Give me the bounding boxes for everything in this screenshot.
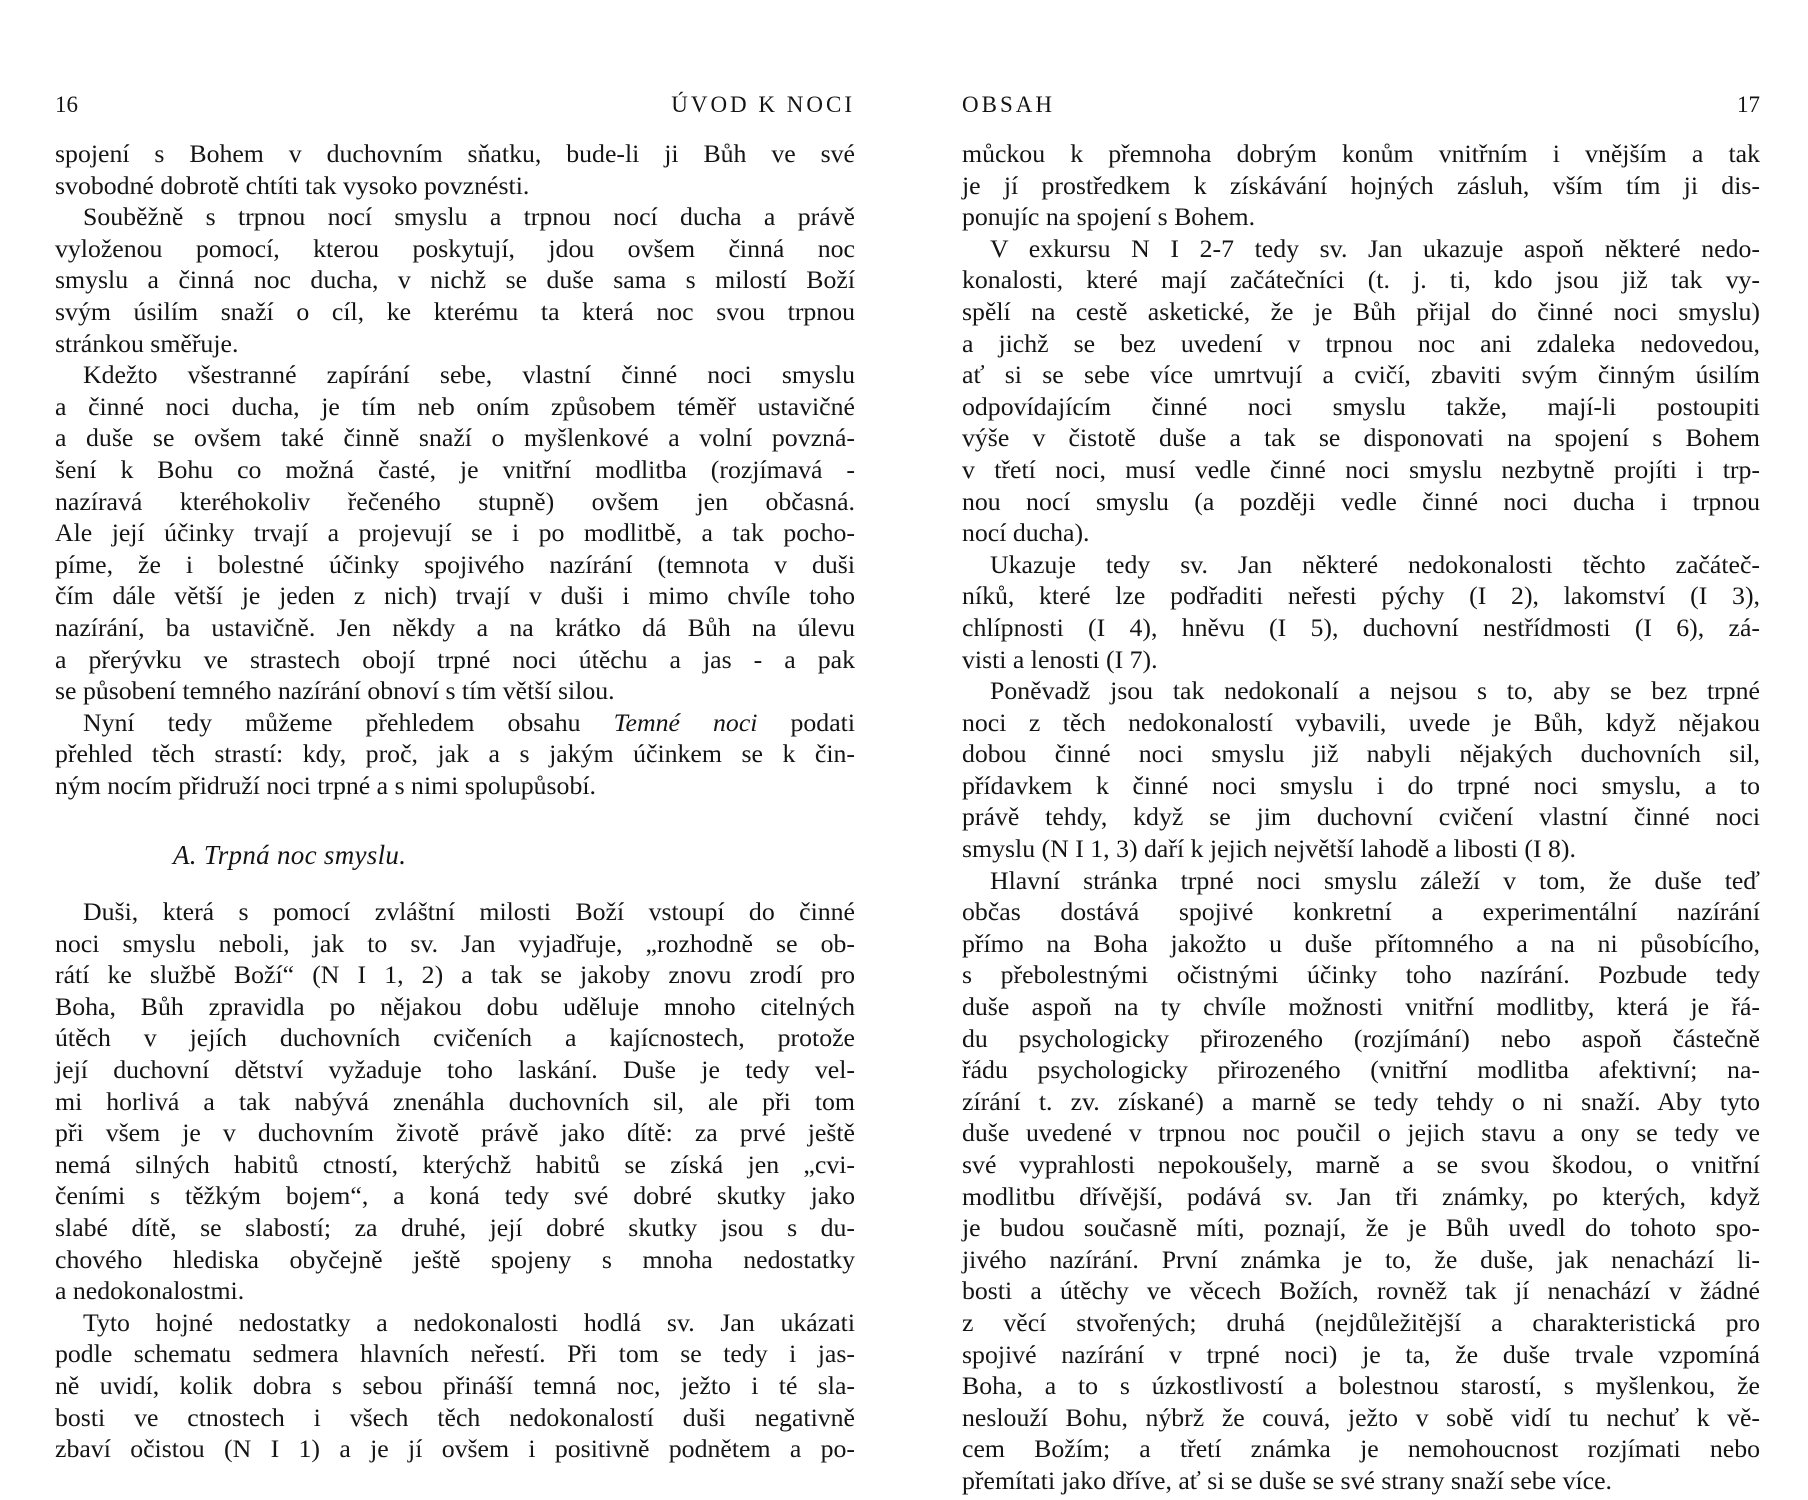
text-line: odpovídajícím činné noci smyslu takže, mají-li postoupiti — [962, 391, 1760, 421]
text-line: dobou činné noci smyslu již nabyli nějakých duchovních sil, — [962, 739, 1760, 769]
text-line: noci smyslu neboli, jak to sv. Jan vyjadřuje, „rozhodně se ob- — [55, 928, 855, 958]
text-line: chlípnosti (I 4), hněvu (I 5), duchovní nestřídmosti (I 6), zá- — [962, 612, 1760, 642]
text-line: duše uvedené v trpnou noc poučil o jejich stavu a ony se tedy ve — [962, 1118, 1760, 1148]
text-line: spojení s Bohem v duchovním sňatku, bude-li ji Bůh ve své — [55, 139, 855, 168]
text-line: stránkou směřuje. — [55, 328, 239, 358]
running-head — [55, 92, 855, 122]
text-line: V exkursu N I 2-7 tedy sv. Jan ukazuje aspoň některé nedo- — [990, 233, 1760, 263]
text-line: svým úsilím snaží o cíl, ke kterému ta která noc svou trpnou — [55, 296, 855, 326]
right-page — [962, 0, 1760, 1500]
text-line: při všem je v duchovním životě právě jako dítě: za prvé ještě — [55, 1118, 855, 1148]
text-line: níků, které lze podřaditi neřesti pýchy (I 2), lakomství (I 3), — [962, 581, 1760, 611]
text-line: cem Božím; a třetí známka je nemohoucnost rozjímati nebo — [962, 1434, 1760, 1464]
text-line: bosti ve ctnostech i všech těch nedokonalostí duši negativně — [55, 1402, 855, 1432]
text-line: du psychologicky přirozeného (rozjímání) nebo aspoň částečně — [962, 1023, 1760, 1053]
text-line: občas dostává spojivé konkretní a experimentální nazírání — [962, 897, 1760, 927]
text-line: Boha, a to s úzkostlivostí a bolestnou starostí, s myšlenkou, že — [962, 1371, 1760, 1401]
text-line: ať si se sebe více umrtvují a cvičí, zbaviti svým činným úsilím — [962, 360, 1760, 390]
page-number: 16 — [55, 92, 78, 117]
text-line: přemítati jako dříve, ať si se duše se své strany snaží sebe více. — [962, 1465, 1613, 1495]
text-line: a nedokonalostmi. — [55, 1276, 245, 1306]
text-line: v třetí noci, musí vedle činné noci smyslu nezbytně projíti i trp- — [962, 454, 1760, 484]
text-line: právě tehdy, když se jim duchovní cvičení vlastní činné noci — [962, 802, 1760, 832]
text-line: noci z těch nedokonalostí vybavili, uvede je Bůh, když nějakou — [962, 707, 1760, 737]
text-line: nocí ducha). — [962, 518, 1090, 548]
text-line: a činné noci ducha, je tím neb oním způsobem téměř ustavičné — [55, 391, 855, 421]
text-line: své vyprahlosti nepokoušely, marně a se svou škodou, o vnitřní — [962, 1150, 1760, 1179]
text-line: spělí na cestě asketické, že je Bůh přijal do činné noci smyslu) — [962, 296, 1760, 326]
text-line: Duši, která s pomocí zvláštní milosti Boží vstoupí do činné — [83, 897, 855, 926]
text-line: ným nocím přidruží noci trpné a s nimi spolupůsobí. — [55, 770, 596, 800]
text-line: se působení temného nazírání obnoví s tím větší silou. — [55, 676, 615, 706]
running-title: OBSAH — [962, 92, 1055, 117]
section-heading: A. Trpná noc smyslu. — [173, 840, 407, 870]
text-block-bottom — [55, 896, 855, 1465]
text-line: Souběžně s trpnou nocí smyslu a trpnou nocí ducha a právě — [83, 202, 855, 232]
text-line: je jí prostředkem k získávání hojných zásluh, vším tím ji dis- — [962, 170, 1760, 200]
text-line: přímo na Boha jakožto u duše přítomného a na ni působícího, — [962, 928, 1760, 958]
running-head — [962, 92, 1760, 122]
text-line: s přebolestnými očistnými účinky toho nazírání. Pozbude tedy — [962, 960, 1760, 990]
text-line: její duchovní dětství vyžaduje toho laskání. Duše je tedy vel- — [55, 1054, 855, 1084]
left-page — [55, 0, 855, 1500]
book-title: Temné noci — [613, 707, 758, 737]
text-line: podle schematu sedmera hlavních neřestí. Při tom se tedy i jas- — [55, 1339, 855, 1369]
text-line: útěch v jejích duchovních cvičeních a kajícnostech, protože — [55, 1023, 855, 1053]
text-line: ně uvidí, kolik dobra s sebou přináší temná noc, ježto i té sla- — [55, 1370, 855, 1400]
text-line: nou nocí smyslu (a později vedle činné noci ducha i trpnou — [962, 486, 1760, 516]
text-line: šení k Bohu co možná časté, je vnitřní modlitba (rozjímavá - — [55, 454, 855, 484]
text-run: podati — [757, 707, 855, 737]
text-line: píme, že i bolestné účinky spojivého nazírání (temnota v duši — [55, 549, 855, 579]
text-line: čím dále větší je jeden z nich) trvají v duši i mimo chvíle toho — [55, 581, 855, 611]
text-line: Hlavní stránka trpné noci smyslu záleží v tom, že duše teď — [990, 865, 1760, 895]
text-line: smyslu a činná noc ducha, v nichž se duše sama s milostí Boží — [55, 265, 855, 295]
text-line: svobodné dobrotě chtíti tak vysoko povznésti. — [55, 170, 530, 200]
text-line: je budou současně míti, poznají, že je Bůh uvedl do tohoto spo- — [962, 1213, 1760, 1243]
text-line: nemá silných habitů ctností, kterýchž habitů se získá jen „cvi- — [55, 1149, 855, 1179]
text-line: nazíravá kteréhokoliv řečeného stupně) ovšem jen občasná. — [55, 486, 855, 516]
text-line: slabé dítě, se slabostí; za druhé, její dobré skutky jsou s du- — [55, 1212, 855, 1242]
text-line: vyloženou pomocí, kterou poskytují, jdou ovšem činná noc — [55, 233, 855, 263]
text-line: a duše se ovšem také činně snaží o myšlenkové a volní povzná- — [55, 423, 855, 453]
text-line: z věcí stvořených; druhá (nejdůležitější a charakteristická pro — [962, 1307, 1760, 1337]
text-line: konalosti, které mají začátečníci (t. j. ti, kdo jsou již tak vy- — [962, 265, 1760, 295]
text-line: řádu psychologicky přirozeného (vnitřní modlitba afektivní; na- — [962, 1055, 1760, 1085]
text-line: spojivé nazírání v trpné noci) je ta, že duše trvale vzpomíná — [962, 1339, 1760, 1369]
text-line: jivého nazírání. První známka je to, že duše, jak nenachází li- — [962, 1244, 1760, 1274]
text-line: přehled těch strastí: kdy, proč, jak a s jakým účinkem se k čin- — [55, 739, 855, 769]
text-line: a jichž se bez uvedení v trpnou noc ani zdaleka nedovedou, — [962, 328, 1760, 358]
text-line: Tyto hojné nedostatky a nedokonalosti hodlá sv. Jan ukázati — [83, 1307, 855, 1337]
text-line: Poněvadž jsou tak nedokonalí a nejsou s to, aby se bez trpné — [990, 676, 1760, 706]
text-line: a přerývku ve strastech obojí trpné noci útěchu a jas - a pak — [55, 644, 855, 674]
text-line: modlitbu dřívější, podává sv. Jan tři známky, po kterých, když — [962, 1181, 1760, 1211]
text-line: čeními s těžkým bojem“, a koná tedy své dobré skutky jako — [55, 1181, 855, 1211]
text-line: rátí ke službě Boží“ (N I 1, 2) a tak se jakoby znovu zrodí pro — [55, 960, 855, 990]
text-line — [55, 707, 855, 739]
text-line: můckou k přemnoha dobrým konům vnitřním i vnějším a tak — [962, 139, 1760, 168]
text-line: Ukazuje tedy sv. Jan některé nedokonalosti těchto začáteč- — [990, 549, 1760, 579]
text-line: visti a lenosti (I 7). — [962, 644, 1158, 674]
text-line: Ale její účinky trvají a projevují se i po modlitbě, a tak pocho- — [55, 518, 855, 548]
text-line: přídavkem k činné noci smyslu i do trpné noci smyslu, a to — [962, 770, 1760, 800]
text-line: ponujíc na spojení s Bohem. — [962, 202, 1256, 232]
text-line: nazírání, ba ustavičně. Jen někdy a na krátko dá Bůh na úlevu — [55, 612, 855, 642]
text-line: smyslu (N I 1, 3) daří k jejich největší lahodě a libosti (I 8). — [962, 834, 1576, 864]
text-line: zbaví očistou (N I 1) a je jí ovšem i positivně podnětem a po- — [55, 1434, 855, 1464]
text-line: neslouží Bohu, nýbrž že couvá, ježto v sobě vidí tu nechuť k vě- — [962, 1402, 1760, 1432]
text-line: Kdežto všestranné zapírání sebe, vlastní činné noci smyslu — [83, 360, 855, 390]
page-number: 17 — [1737, 92, 1760, 117]
text-line: mi horlivá a tak nabývá znenáhla duchovních sil, ale při tom — [55, 1086, 855, 1116]
text-line: výše v čistotě duše a tak se disponovati na spojení s Bohem — [962, 423, 1760, 453]
text-line: bosti a útěchy ve věcech Božích, rovněž tak jí nenachází v žádné — [962, 1276, 1760, 1306]
text-block-top — [55, 138, 855, 801]
text-line: zírání t. zv. získané) a marně se tedy tehdy o ni snaží. Aby tyto — [962, 1086, 1760, 1116]
text-line: duše aspoň na ty chvíle možnosti vnitřní modlitby, která je řá- — [962, 992, 1760, 1022]
text-run: Nyní tedy můžeme přehledem obsahu — [83, 707, 614, 737]
text-block — [962, 138, 1760, 1497]
text-line: Boha, Bůh zpravidla po nějakou dobu uděluje mnoho citelných — [55, 991, 855, 1021]
text-line: chového hlediska obyčejně ještě spojeny s mnoha nedostatky — [55, 1244, 855, 1274]
running-title: ÚVOD K NOCI — [671, 92, 855, 117]
